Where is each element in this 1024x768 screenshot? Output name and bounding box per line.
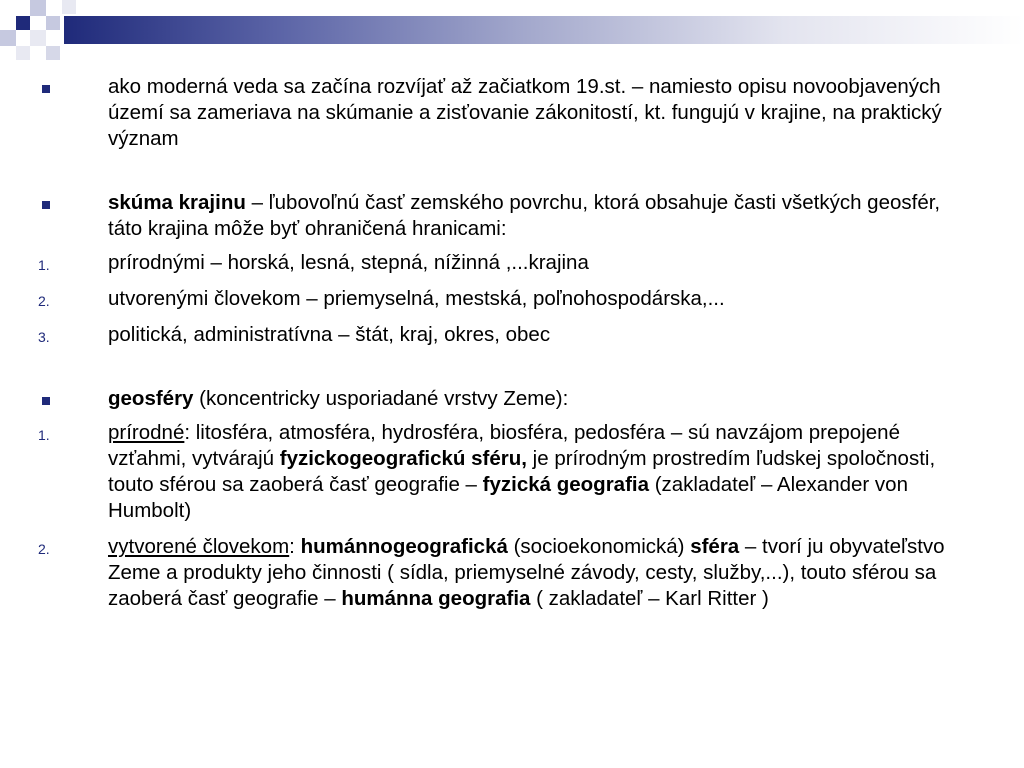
underlined-term: vytvorené človekom	[108, 535, 290, 558]
list-text: utvorenými človekom – priemyselná, mestská, poľnohospodárska,...	[108, 287, 725, 310]
list-text: prírodnými – horská, lesná, stepná, nížinná ,...krajina	[108, 251, 589, 274]
bold-term: fyzická geografia	[482, 473, 649, 496]
bullet-item	[0, 190, 1024, 242]
list-text: (socioekonomická)	[507, 535, 691, 558]
deco-square	[46, 46, 60, 60]
bold-term: humánna geografia	[341, 587, 531, 610]
numbered-item	[0, 534, 1024, 612]
square-bullet-icon	[42, 397, 50, 405]
list-text: :	[289, 535, 301, 558]
list-number: 1.	[38, 257, 50, 273]
header-decoration	[0, 0, 1024, 62]
list-text: ( zakladateľ – Karl Ritter )	[530, 587, 769, 610]
numbered-item	[0, 250, 1024, 276]
square-bullet-icon	[42, 201, 50, 209]
list-number: 1.	[38, 427, 50, 443]
bold-term: skúma krajinu	[108, 191, 246, 214]
deco-square	[46, 16, 60, 30]
underlined-term: prírodné	[108, 421, 185, 444]
bold-term: humánnogeografická	[300, 535, 508, 558]
numbered-item	[0, 322, 1024, 348]
bullet-text: – ľubovoľnú časť zemského povrchu, ktorá obsahuje časti všetkých geosfér, táto krajina môže byť ohraničená hranicami:	[108, 191, 941, 240]
list-number: 3.	[38, 329, 50, 345]
list-text: politická, administratívna – štát, kraj, okres, obec	[108, 323, 551, 346]
deco-square	[16, 46, 30, 60]
deco-square	[16, 16, 30, 30]
list-text: – tvorí ju obyvateľstvo Zeme a produkty jeho činnosti ( sídla, priemyselné závody, cesty, služby,...), touto sférou sa zaoberá časť geografie –	[108, 535, 945, 610]
list-text: (zakladateľ – Alexander von Humbolt)	[108, 473, 908, 522]
slide-content	[0, 74, 1024, 612]
deco-square	[30, 30, 46, 46]
bullet-item	[0, 386, 1024, 412]
list-number: 2.	[38, 293, 50, 309]
list-text: je prírodným prostredím ľudskej spoločnosti, touto sférou sa zaoberá časť geografie –	[108, 447, 936, 496]
bullet-text: (koncentricky usporiadané vrstvy Zeme):	[193, 387, 569, 410]
bold-term: geosféry	[108, 387, 194, 410]
numbered-item	[0, 286, 1024, 312]
header-gradient-bar	[64, 16, 1024, 44]
square-bullet-icon	[42, 85, 50, 93]
list-text: : litosféra, atmosféra, hydrosféra, biosféra, pedosféra – sú navzájom prepojené vzťahmi, vytvárajú	[108, 421, 900, 470]
deco-square	[62, 0, 76, 14]
list-number: 2.	[38, 541, 50, 557]
bullet-item	[0, 74, 1024, 152]
bold-term: sféra	[690, 535, 740, 558]
bold-term: fyzickogeografickú sféru,	[279, 447, 527, 470]
deco-square	[30, 0, 46, 16]
bullet-text: ako moderná veda sa začína rozvíjať až začiatkom 19.st. – namiesto opisu novoobjavených území sa zameriava na skúmanie a zisťovanie zákonitostí, kt. fungujú v krajine, na praktický význam	[108, 75, 942, 150]
deco-square	[0, 30, 16, 46]
numbered-item	[0, 420, 1024, 524]
